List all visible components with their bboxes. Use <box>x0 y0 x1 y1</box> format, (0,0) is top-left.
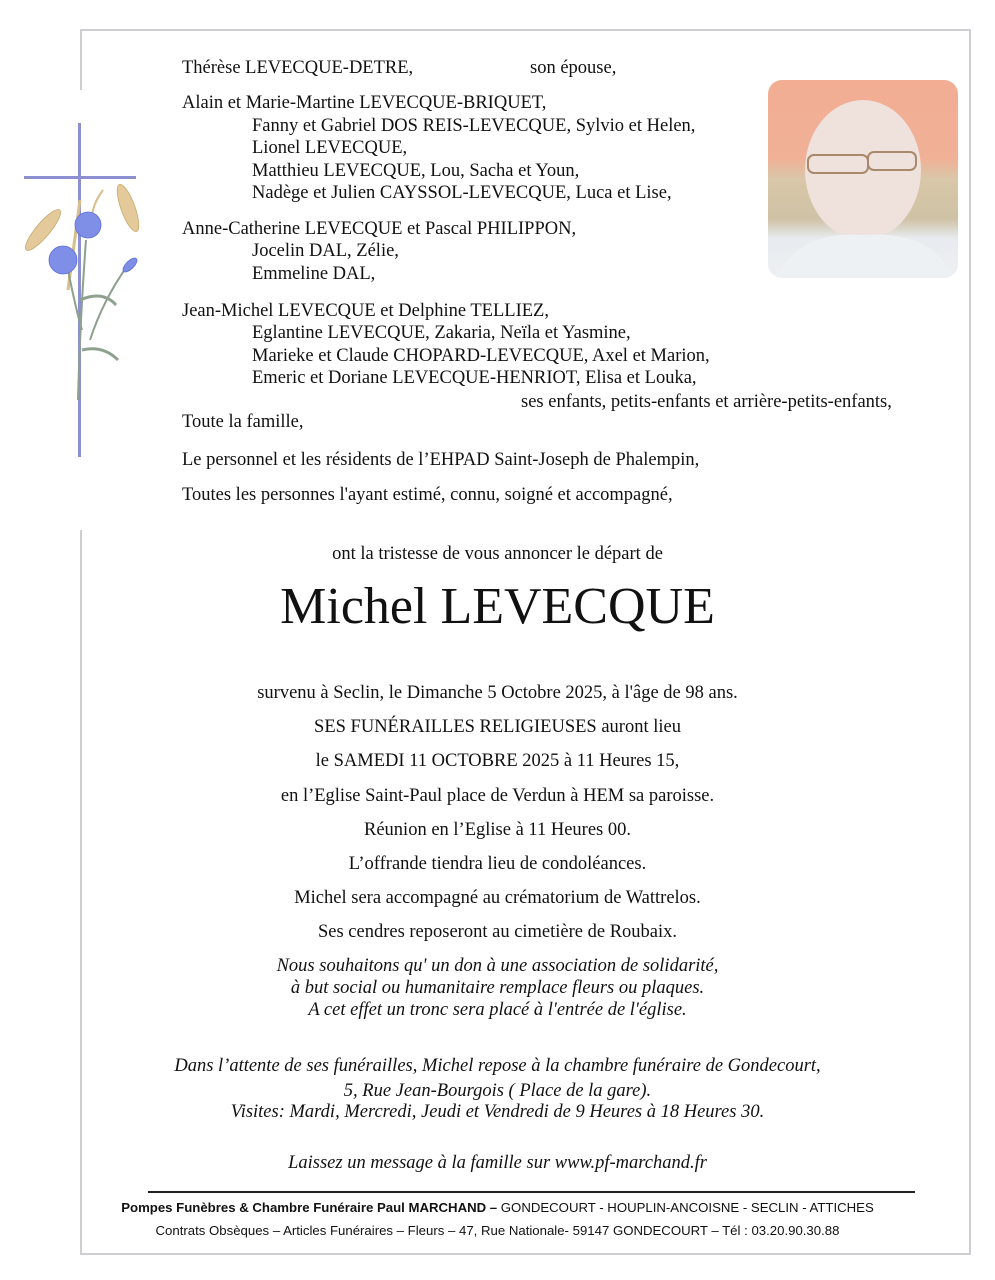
cornflowers <box>49 212 139 274</box>
stems <box>68 240 128 400</box>
deceased-name: Michel LEVECQUE <box>280 578 715 635</box>
visitation-address: 5, Rue Jean-Bourgois ( Place de la gare). <box>343 1081 652 1101</box>
cemetery-note: Ses cendres reposeront au cimetière de Roubaix. <box>317 922 678 942</box>
footer-company <box>0 1200 995 1215</box>
offering-note: L’offrande tiendra lieu de condoléances. <box>348 854 647 874</box>
family-group-head: Anne-Catherine LEVECQUE et Pascal PHILIPPON, <box>182 219 577 239</box>
extended-family: Toute la famille, <box>182 412 304 432</box>
portrait-figure-icon <box>768 80 958 278</box>
descendants-label: ses enfants, petits-enfants et arrière-petits-enfants, <box>521 392 892 412</box>
acquaintances: Toutes les personnes l'ayant estimé, connu, soigné et accompagné, <box>182 485 673 505</box>
message-prompt-link[interactable]: Laissez un message à la famille sur www.pf-marchand.fr <box>288 1153 707 1173</box>
funeral-date: le SAMEDI 11 OCTOBRE 2025 à 11 Heures 15, <box>315 751 680 771</box>
footer-locations: GONDECOURT - HOUPLIN-ANCOISNE - SECLIN - ATTICHES <box>497 1200 874 1215</box>
spouse-name: Thérèse LEVECQUE-DETRE, <box>182 58 414 78</box>
family-group-head: Alain et Marie-Martine LEVECQUE-BRIQUET, <box>182 93 547 113</box>
family-member: Emeric et Doriane LEVECQUE-HENRIOT, Elisa et Louka, <box>252 368 697 388</box>
footer-company-name: Pompes Funèbres & Chambre Funéraire Paul MARCHAND – <box>121 1200 498 1215</box>
spouse-role: son épouse, <box>530 58 617 78</box>
announcement-intro: ont la tristesse de vous annoncer le départ de <box>332 544 663 564</box>
funeral-heading: SES FUNÉRAILLES RELIGIEUSES auront lieu <box>314 717 681 737</box>
funeral-location: en l’Eglise Saint-Paul place de Verdun à HEM sa paroisse. <box>280 786 715 806</box>
footer-divider <box>148 1191 915 1193</box>
family-member: Nadège et Julien CAYSSOL-LEVECQUE, Luca et Lise, <box>252 183 672 203</box>
family-member: Jocelin DAL, Zélie, <box>252 241 399 261</box>
visitation-hours: Visites: Mardi, Mercredi, Jeudi et Vendredi de 9 Heures à 18 Heures 30. <box>230 1102 765 1122</box>
portrait-photo <box>768 80 958 278</box>
donation-note: à but social ou humanitaire remplace fleurs ou plaques. <box>290 978 705 998</box>
death-details: survenu à Seclin, le Dimanche 5 Octobre 2025, à l'âge de 98 ans. <box>257 683 738 703</box>
cornflower-wheat-icon <box>8 170 148 420</box>
family-member: Eglantine LEVECQUE, Zakaria, Neïla et Yasmine, <box>252 323 631 343</box>
family-member: Fanny et Gabriel DOS REIS-LEVECQUE, Sylvio et Helen, <box>252 116 696 136</box>
family-member: Lionel LEVECQUE, <box>252 138 408 158</box>
gathering-time: Réunion en l’Eglise à 11 Heures 00. <box>364 820 631 840</box>
care-home-staff: Le personnel et les résidents de l’EHPAD Saint-Joseph de Phalempin, <box>182 450 700 470</box>
visitation-note: Dans l’attente de ses funérailles, Michel repose à la chambre funéraire de Gondecourt, <box>174 1056 821 1076</box>
family-member: Matthieu LEVECQUE, Lou, Sacha et Youn, <box>252 161 580 181</box>
donation-note: Nous souhaitons qu' un don à une association de solidarité, <box>276 956 719 976</box>
footer-services: Contrats Obsèques – Articles Funéraires – Fleurs – 47, Rue Nationale- 59147 GONDECOURT – Tél : 03.20.90.30.88 <box>155 1223 840 1238</box>
donation-note: A cet effet un tronc sera placé à l'entrée de l'église. <box>308 1000 687 1020</box>
crematorium-note: Michel sera accompagné au crématorium de Wattrelos. <box>294 888 701 908</box>
family-group-head: Jean-Michel LEVECQUE et Delphine TELLIEZ, <box>182 301 549 321</box>
family-member: Emmeline DAL, <box>252 264 376 284</box>
family-member: Marieke et Claude CHOPARD-LEVECQUE, Axel et Marion, <box>252 346 710 366</box>
